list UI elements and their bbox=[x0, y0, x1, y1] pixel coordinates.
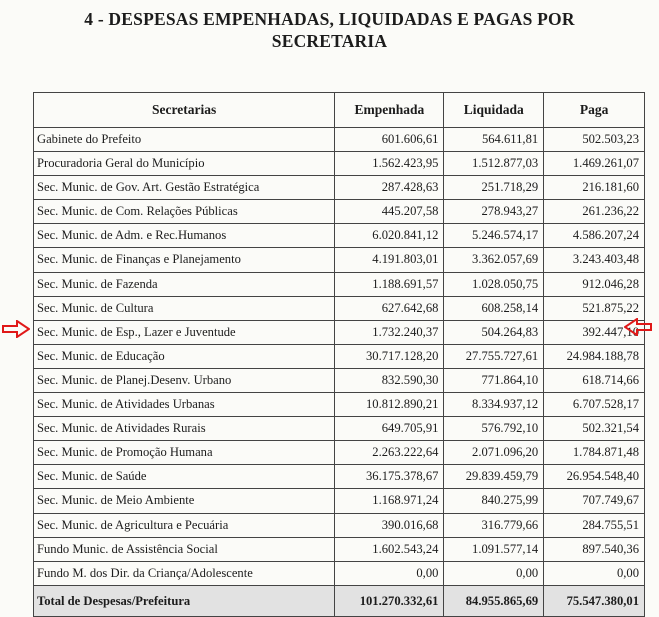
cell-liquidada: 3.362.057,69 bbox=[444, 248, 544, 272]
table-row bbox=[34, 176, 645, 200]
cell-liquidada: 576.792,10 bbox=[444, 417, 544, 441]
cell-liquidada: 0,00 bbox=[444, 561, 544, 585]
cell-empenhada: 649.705,91 bbox=[335, 417, 444, 441]
table-row bbox=[34, 417, 645, 441]
cell-paga: 24.984.188,78 bbox=[544, 344, 645, 368]
cell-paga: 392.447,10 bbox=[544, 320, 645, 344]
cell-paga: 1.469.261,07 bbox=[544, 152, 645, 176]
cell-paga: 618.714,66 bbox=[544, 368, 645, 392]
cell-paga: 216.181,60 bbox=[544, 176, 645, 200]
table-row bbox=[34, 465, 645, 489]
cell-empenhada: 30.717.128,20 bbox=[335, 344, 444, 368]
total-empenhada: 101.270.332,61 bbox=[335, 585, 444, 616]
table-row bbox=[34, 344, 645, 368]
cell-liquidada: 1.028.050,75 bbox=[444, 272, 544, 296]
cell-empenhada: 390.016,68 bbox=[335, 513, 444, 537]
table-row bbox=[34, 368, 645, 392]
cell-empenhada: 6.020.841,12 bbox=[335, 224, 444, 248]
cell-secretaria: Sec. Munic. de Educação bbox=[34, 344, 335, 368]
cell-liquidada: 278.943,27 bbox=[444, 200, 544, 224]
cell-secretaria: Procuradoria Geral do Município bbox=[34, 152, 335, 176]
title-line-1: 4 - DESPESAS EMPENHADAS, LIQUIDADAS E PAGAS POR bbox=[84, 9, 575, 29]
cell-empenhada: 627.642,68 bbox=[335, 296, 444, 320]
table-body bbox=[34, 128, 645, 586]
table-row bbox=[34, 128, 645, 152]
cell-empenhada: 1.732.240,37 bbox=[335, 320, 444, 344]
cell-liquidada: 608.258,14 bbox=[444, 296, 544, 320]
cell-empenhada: 2.263.222,64 bbox=[335, 441, 444, 465]
arrow-left-icon bbox=[624, 318, 652, 336]
cell-empenhada: 601.606,61 bbox=[335, 128, 444, 152]
expenses-table bbox=[33, 92, 645, 617]
arrow-right-icon bbox=[2, 320, 30, 338]
cell-empenhada: 445.207,58 bbox=[335, 200, 444, 224]
cell-empenhada: 10.812.890,21 bbox=[335, 393, 444, 417]
cell-secretaria: Sec. Munic. de Com. Relações Públicas bbox=[34, 200, 335, 224]
cell-paga: 0,00 bbox=[544, 561, 645, 585]
cell-paga: 26.954.548,40 bbox=[544, 465, 645, 489]
table-row bbox=[34, 272, 645, 296]
header-secretarias: Secretarias bbox=[34, 93, 335, 128]
header-paga: Paga bbox=[544, 93, 645, 128]
header-liquidada: Liquidada bbox=[444, 93, 544, 128]
cell-paga: 1.784.871,48 bbox=[544, 441, 645, 465]
table-row bbox=[34, 489, 645, 513]
cell-empenhada: 1.188.691,57 bbox=[335, 272, 444, 296]
cell-empenhada: 1.602.543,24 bbox=[335, 537, 444, 561]
cell-secretaria: Sec. Munic. de Atividades Rurais bbox=[34, 417, 335, 441]
cell-secretaria: Sec. Munic. de Adm. e Rec.Humanos bbox=[34, 224, 335, 248]
cell-secretaria: Sec. Munic. de Fazenda bbox=[34, 272, 335, 296]
cell-paga: 521.875,22 bbox=[544, 296, 645, 320]
cell-liquidada: 504.264,83 bbox=[444, 320, 544, 344]
cell-secretaria: Sec. Munic. de Promoção Humana bbox=[34, 441, 335, 465]
table-row bbox=[34, 441, 645, 465]
header-empenhada: Empenhada bbox=[335, 93, 444, 128]
table-row bbox=[34, 513, 645, 537]
cell-secretaria: Sec. Munic. de Cultura bbox=[34, 296, 335, 320]
cell-paga: 897.540,36 bbox=[544, 537, 645, 561]
cell-paga: 3.243.403,48 bbox=[544, 248, 645, 272]
cell-secretaria: Sec. Munic. de Finanças e Planejamento bbox=[34, 248, 335, 272]
cell-liquidada: 29.839.459,79 bbox=[444, 465, 544, 489]
table-row bbox=[34, 393, 645, 417]
table-row bbox=[34, 200, 645, 224]
cell-paga: 6.707.528,17 bbox=[544, 393, 645, 417]
cell-liquidada: 771.864,10 bbox=[444, 368, 544, 392]
cell-secretaria: Gabinete do Prefeito bbox=[34, 128, 335, 152]
table-total-row bbox=[34, 585, 645, 616]
cell-secretaria: Sec. Munic. de Atividades Urbanas bbox=[34, 393, 335, 417]
cell-liquidada: 840.275,99 bbox=[444, 489, 544, 513]
cell-secretaria: Sec. Munic. de Meio Ambiente bbox=[34, 489, 335, 513]
title-line-2: SECRETARIA bbox=[271, 31, 388, 51]
cell-paga: 4.586.207,24 bbox=[544, 224, 645, 248]
cell-secretaria: Fundo Munic. de Assistência Social bbox=[34, 537, 335, 561]
table-row bbox=[34, 561, 645, 585]
table-row bbox=[34, 537, 645, 561]
total-label: Total de Despesas/Prefeitura bbox=[34, 585, 335, 616]
cell-liquidada: 1.512.877,03 bbox=[444, 152, 544, 176]
cell-empenhada: 0,00 bbox=[335, 561, 444, 585]
cell-liquidada: 2.071.096,20 bbox=[444, 441, 544, 465]
cell-liquidada: 1.091.577,14 bbox=[444, 537, 544, 561]
table-row bbox=[34, 320, 645, 344]
cell-paga: 284.755,51 bbox=[544, 513, 645, 537]
cell-liquidada: 8.334.937,12 bbox=[444, 393, 544, 417]
cell-secretaria: Sec. Munic. de Saúde bbox=[34, 465, 335, 489]
cell-secretaria: Sec. Munic. de Esp., Lazer e Juventude bbox=[34, 320, 335, 344]
cell-liquidada: 27.755.727,61 bbox=[444, 344, 544, 368]
cell-liquidada: 316.779,66 bbox=[444, 513, 544, 537]
cell-liquidada: 5.246.574,17 bbox=[444, 224, 544, 248]
table-row bbox=[34, 296, 645, 320]
cell-paga: 502.503,23 bbox=[544, 128, 645, 152]
table-header-row bbox=[34, 93, 645, 128]
cell-secretaria: Sec. Munic. de Agricultura e Pecuária bbox=[34, 513, 335, 537]
cell-empenhada: 36.175.378,67 bbox=[335, 465, 444, 489]
cell-paga: 707.749,67 bbox=[544, 489, 645, 513]
cell-empenhada: 1.562.423,95 bbox=[335, 152, 444, 176]
cell-paga: 502.321,54 bbox=[544, 417, 645, 441]
cell-empenhada: 4.191.803,01 bbox=[335, 248, 444, 272]
cell-empenhada: 832.590,30 bbox=[335, 368, 444, 392]
total-paga: 75.547.380,01 bbox=[544, 585, 645, 616]
cell-secretaria: Sec. Munic. de Gov. Art. Gestão Estratégica bbox=[34, 176, 335, 200]
page-title bbox=[0, 8, 659, 52]
total-liquidada: 84.955.865,69 bbox=[444, 585, 544, 616]
cell-liquidada: 564.611,81 bbox=[444, 128, 544, 152]
cell-secretaria: Sec. Munic. de Planej.Desenv. Urbano bbox=[34, 368, 335, 392]
table-row bbox=[34, 248, 645, 272]
cell-secretaria: Fundo M. dos Dir. da Criança/Adolescente bbox=[34, 561, 335, 585]
cell-empenhada: 287.428,63 bbox=[335, 176, 444, 200]
table-row bbox=[34, 224, 645, 248]
cell-liquidada: 251.718,29 bbox=[444, 176, 544, 200]
cell-paga: 912.046,28 bbox=[544, 272, 645, 296]
cell-paga: 261.236,22 bbox=[544, 200, 645, 224]
cell-empenhada: 1.168.971,24 bbox=[335, 489, 444, 513]
table-row bbox=[34, 152, 645, 176]
